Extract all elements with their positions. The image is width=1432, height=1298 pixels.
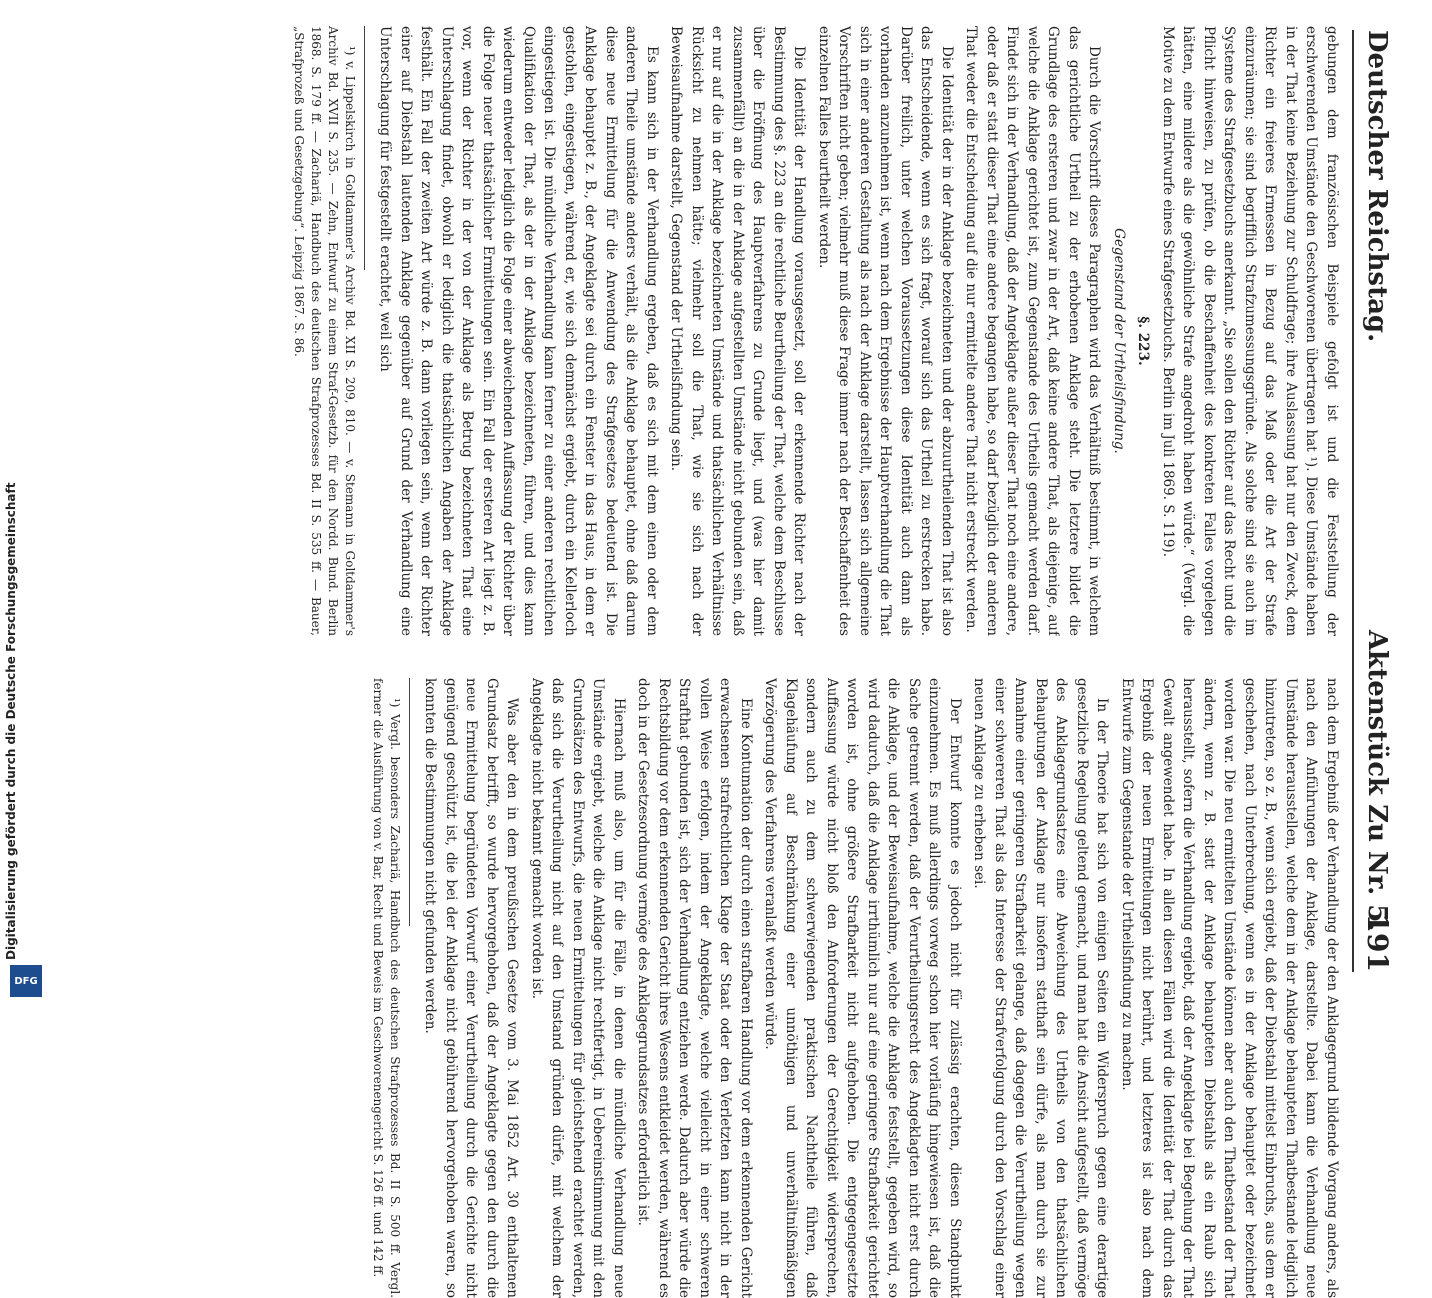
- paragraph: Die Identität der Handlung vorausgesetzt, soll der erkennende Richter nach der Bestimmung des §. 223 an die rechtliche Beurtheilung der That, welche dem Beschlusse über die Eröffnung des Hauptverfahrens zu Grunde liegt, und (was hier damit zusammenfällt) an die in der Anklage aufgestellten Umstände nicht gebunden sein, daß er nur auf die in der Anklage bezeichneten Umstände und thatsächlichen Verhältnisse Rücksicht zu nehmen hätte; vielmehr soll die That, wie sie sich nach der Beweisaufnahme darstellt, Gegenstand der Urtheilsfindung sein.: [668, 26, 808, 636]
- paragraph: nach dem Ergebniß der Verhandlung der den Anklagegrund bildende Vorgang anders, als nach den Anführungen der Anklage, darstellte. Dabei kann die Verhandlung neue Umstände herausstellen, welche dem in der Anklage behaupteten Thatbestande lediglich hinzutreten, so z. B., wenn sich ergiebt, daß der Diebstahl mittelst Einbruchs, aus dem er geschehen, nach Unterbrechung, wenn es in der Anklage behauptet oder bezeichnet worden war. Die neu ermittelten Umstände können aber auch den Thatbestand der That ändern, wenn z. B. statt der Anklage behaupteten Diebstahls als ein Raub sich herausstellt, sofern die Verhandlung ergiebt, daß der Angeklagte bei Begehung der That Gewalt angewendet habe. In allen diesen Fällen wird die Identität der That durch das Ergebniß der neuen Ermittelungen nicht berührt, und letzteres ist also nach dem Entwurfe zum Gegenstande der Urtheilsfindung zu machen.: [1119, 678, 1340, 1298]
- paragraph: Hiernach muß also, um für die Fälle, in denen die mündliche Verhandlung neue Umstände ergiebt, welche die Anklage nicht rechtfertigt, in Uebereinstimmung mit den Grundsätzen des Entwurfs, die neuen Ermittelungen für gleichstehend erachtet werden, daß sich die Verurtheilung nicht auf den Umstand gründen dürfe, mit welchem der Angeklagte nicht bekannt gemacht worden ist.: [529, 678, 627, 1298]
- right-column: [112, 678, 1342, 1298]
- dfg-logo: DFG: [10, 965, 42, 997]
- digitization-credit: Digitalisierung gefördert durch die Deutsche Forschungsgemeinschaft: [4, 482, 18, 960]
- page-number: 191: [1361, 913, 1394, 972]
- footnote: ¹) v. Lippelskirch in Goltdammer's Archiv Bd. XII S. 209, 810. — v. Stemann in Goltdammer's Archiv Bd. XVII S. 235. — Zehn, Entwurf zu einem Straf-Gesetzb. für den Nordd. Bund. Berlin 1868. S. 179 ff. — Zachariä, Handbuch des deutschen Strafprozesses Bd. II S. 535 ff. — Bauer, „Strafprozeß und Gesetzgebung“. Leipzig 1867. S. 86.: [292, 26, 357, 636]
- rotated-page: [98, 18, 1398, 1298]
- paragraph: Eine Kontumation der durch einen strafbaren Handlung vor dem erkennenden Gericht erwachsenen strafrechtlichen Klage der Staat oder den Verletzten kann nicht in der vollen Weise erfolgen, indem der Angeklagte, welche vielleicht in einer schweren Strafthat gebunden ist, sich der Verhandlung entziehen werde. Dadurch aber würde die Rechtsbildung vor dem erkennenden Gericht ihres Wesens entkleidet werden, während es doch in der Gesetzesordnung vermöge des Anklagegrundsatzes erforderlich ist.: [635, 678, 754, 1298]
- paragraph: Die Identität der in der Anklage bezeichneten und der abzuurtheilenden That ist also das Entscheidende, wenn es sich fragt, worauf sich das Urtheil zu erstrecken habe. Darüber freilich, unter welchen Voraussetzungen diese Identität auch dann als vorhanden anzunehmen ist, wenn nach dem Ergebnisse der Hauptverhandlung die That sich in einer anderen Gestaltung als nach der Anklage darstellt, lassen sich allgemeine Vorschriften nicht geben; vielmehr muß diese Frage immer nach der Beschaffenheit des einzelnen Falles beurtheilt werden.: [816, 26, 955, 636]
- paragraph: Was aber den in dem preußischen Gesetze vom 3. Mai 1852 Art. 30 enthaltenen Grundsatz betrifft, so wurde hervorgehoben, daß der Angeklagte gegen den durch die neue Ermittelung begründeten Vorwurf einer Verurtheilung durch die Gerichte nicht genügend geschützt ist, die bei der Anklage nicht gebührend hervorgehoben waren, so konnten die Bestimmungen nicht gefunden werden.: [422, 678, 521, 1298]
- header-title: Deutscher Reichstag.: [1362, 30, 1392, 343]
- header-document-ref: Aktenstück Zu Nr. 5.: [1362, 630, 1392, 932]
- paragraph: gebungen dem französischen Beispiele gefolgt ist und die Feststellung der erschwerenden Umstände den Geschworenen übertragen hat ¹). Diese Umstände haben in der That keine Beziehung zur Schuldfrage; ihre Auslassung hat nur den Zweck, dem Richter ein freieres Ermessen in Bezug auf das Maß oder die Art der Strafe einzuräumen; sie sind begrifflich Strafzumessungsgründe. Als solche sind sie auch im Systeme des Strafgesetzbuchs anerkannt. „Sie sollen den Richter auf das Recht und die Pflicht hinweisen, zu prüfen, ob die Beschaffenheit des konkreten Falles vorgelegen hätten, eine mildere als die gewöhnliche Strafe angedroht haben würde.“ (Vergl. die Motive zu dem Entwurfe eines Strafgesetzbuchs. Berlin im Juli 1869. S. 119).: [1160, 26, 1340, 636]
- section-title: §. 223.: [1135, 316, 1152, 366]
- left-column: [112, 26, 1342, 636]
- paragraph: Es kann sich in der Verhandlung ergeben, daß es sich mit dem einen oder dem anderen Theile umstände anders verhält, als die Anklage behauptet, ohne daß darum diese neue Ermittelung für die Anwendung des Strafgesetzes bedeutend ist. Die Anklage behauptet z. B., der Angeklagte sei durch ein Fenster in das Haus, in dem er gestohlen, eingestiegen, während er, wie sich demnächst ergiebt, durch ein Kellerloch eingestiegen ist. Die mündliche Verhandlung kann ferner zu einer anderen rechtlichen Qualifikation der That, als der in der Anklage bezeichneten, führen, und dies kann wiederum entweder lediglich die Folge einer abweichenden Auffassung der Richter über die Folge neuer thatsächlicher Ermittelungen sein. Ein Fall der ersteren Art liegt z. B. vor, wenn der Richter in der von der Anklage als Betrug bezeichneten That eine Unterschlagung findet, obwohl er lediglich die thatsächlichen Angaben der Anklage festhält. Ein Fall der zweiten Art würde z. B. dann vorliegen sein, wenn der Richter einer auf Diebstahl lautenden Anklage gegenüber auf Grund der Verhandlung eine Unterschlagung für festgestellt erachtet, weil sich: [377, 26, 660, 636]
- page-header: [1352, 30, 1398, 972]
- footnote: ¹) Vergl. besonders Zachariä, Handbuch des deutschen Strafprozesses Bd. II S. 500 ff. Vergl. ferner die Ausführung von v. Bar, Recht und Beweis im Geschworenengericht S. 126 ff. und 142 ff.: [371, 678, 402, 1298]
- paragraph: Durch die Vorschrift dieses Paragraphen wird das Verhältniß bestimmt, in welchem das gerichtliche Urtheil zu der erhobenen Anklage steht. Die letztere bildet die Grundlage des ersteren und zwar in der Art, daß keine andere That, als diejenige, auf welche die Anklage gerichtet ist, zum Gegenstande des Urtheils gemacht werden darf. Findet sich in der Verhandlung, daß der Angeklagte außer dieser That noch eine andere, oder daß er statt dieser That eine andere begangen habe, so darf bezüglich der anderen That weder die Entscheidung auf die nur ermittelte andere That nicht erstreckt werden.: [963, 26, 1103, 636]
- paragraph: In der Theorie hat sich von einigen Seiten ein Widerspruch gegen eine derartige gesetzliche Regelung geltend gemacht, und man hat die Ansicht aufgestellt, daß vermöge des Anklagegrundsatzes eine Abweichung des Urtheils von den thatsächlichen Behauptungen der Anklage nur insofern statthaft sein dürfe, als man durch sie zur Annahme einer geringeren Strafbarkeit gelange, daß dagegen die Verurtheilung wegen einer schwereren That als das Interesse der Strafverfolgung durch den Vorschlag einer neuen Anklage zu erheben sei.: [971, 678, 1111, 1298]
- section-subtitle: Gegenstand der Urtheilsfindung.: [1111, 228, 1127, 454]
- footnote-divider: [364, 26, 365, 270]
- footnote-divider: [409, 678, 410, 926]
- paragraph: Der Entwurf konnte es jedoch nicht für zulässig erachten, diesen Standpunkt einzunehmen. Es muß allerdings vorweg schon hier vorläufig hingewiesen ist, daß die Sache getrennt werden, daß der Verurtheilungsrecht des Angeklagten nicht erst durch die Anklage, und der Beweisaufnahme, welche die Anklage feststellt, gegeben wird, so wird dadurch, daß die Anklage irrthümlich nur auf eine geringere Strafbarkeit gerichtet worden ist, ohne größere Strafbarkeit nicht aufgehoben. Die entgegengesetzte Auffassung würde nicht bloß den Anforderungen der Gerechtigkeit widersprechen, sondern auch zu dem schwerwiegenden praktischen Nachtheile führen, daß Klagehäufung auf Beschränkung einer unnöthigen und unverhältnißmäßigen Verzögerung des Verfahrens veranlaßt werden würde.: [762, 678, 963, 1298]
